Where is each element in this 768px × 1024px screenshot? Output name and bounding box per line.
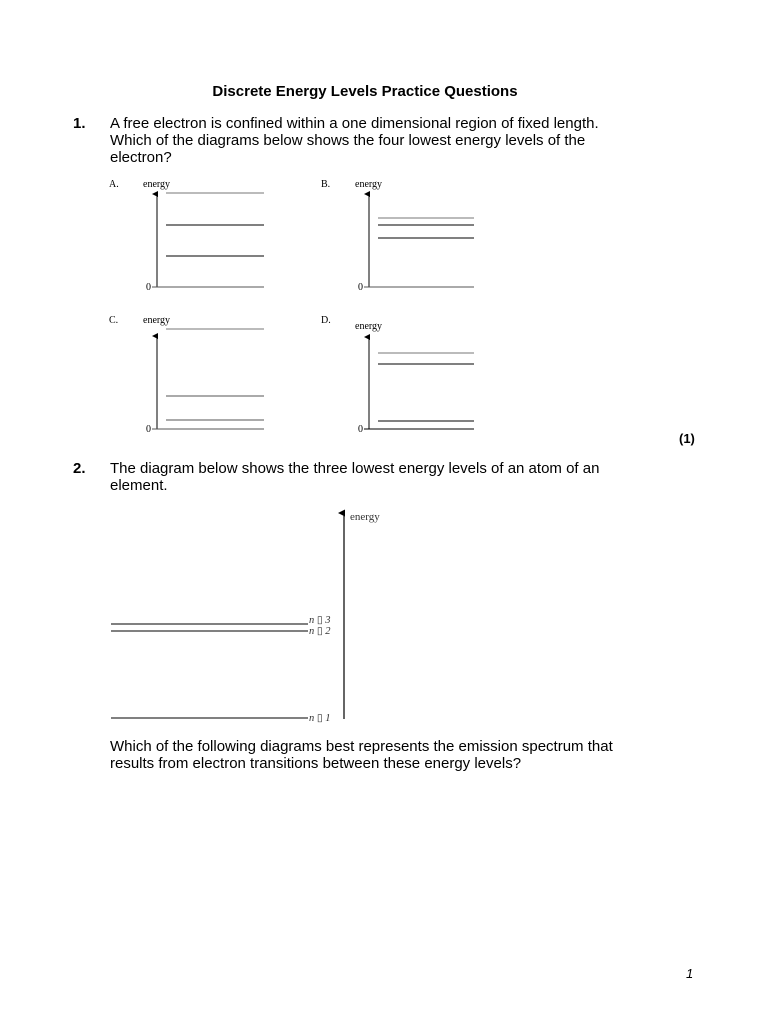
- option-b-diagram: [321, 179, 474, 293]
- level-label-n1: n ▯ 1: [309, 713, 331, 724]
- question-1-line: electron?: [110, 149, 172, 166]
- axis-label: energy: [355, 321, 383, 332]
- option-letter: B.: [321, 179, 331, 190]
- question-2-followup-line: results from electron transitions between these energy levels?: [110, 755, 522, 772]
- question-2-line: element.: [110, 477, 168, 494]
- question-1-line: A free electron is confined within a one dimensional region of fixed length.: [110, 115, 599, 132]
- question-2-followup: [110, 738, 613, 772]
- zero-label: 0: [146, 282, 151, 293]
- page-number: 1: [686, 966, 694, 981]
- zero-label: 0: [146, 424, 151, 435]
- option-c-diagram: [109, 315, 264, 435]
- page-title: Discrete Energy Levels Practice Questions: [212, 83, 518, 100]
- axis-label: energy: [350, 511, 380, 523]
- question-2-line: The diagram below shows the three lowest energy levels of an atom of an: [110, 460, 600, 477]
- zero-label: 0: [358, 424, 363, 435]
- option-letter: D.: [321, 315, 331, 326]
- option-letter: C.: [109, 315, 119, 326]
- question-2-followup-line: Which of the following diagrams best represents the emission spectrum that: [110, 738, 613, 755]
- level-label-n3: n ▯ 3: [309, 615, 331, 626]
- question-2-text: [110, 460, 599, 494]
- axis-label: energy: [143, 179, 171, 190]
- level-label-n2: n ▯ 2: [309, 626, 331, 637]
- atom-energy-level-diagram: [111, 511, 380, 724]
- question-1-marks: (1): [679, 431, 695, 446]
- option-letter: A.: [109, 179, 119, 190]
- axis-label: energy: [143, 315, 171, 326]
- question-1-number: 1.: [73, 115, 86, 132]
- option-d-diagram: [321, 315, 474, 435]
- question-2-number: 2.: [73, 460, 86, 477]
- zero-label: 0: [358, 282, 363, 293]
- option-a-diagram: [109, 179, 264, 293]
- axis-label: energy: [355, 179, 383, 190]
- question-1-line: Which of the diagrams below shows the four lowest energy levels of the: [110, 132, 586, 149]
